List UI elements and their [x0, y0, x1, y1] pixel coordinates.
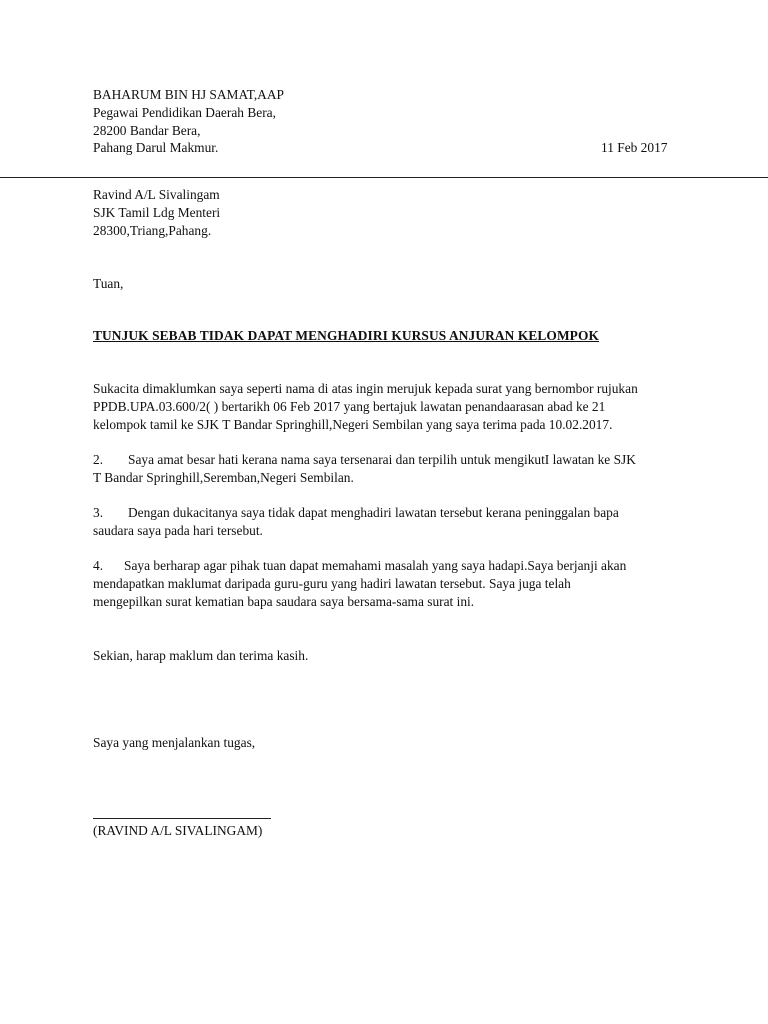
- paragraph-3-number: 3.: [93, 505, 104, 520]
- signature-name: (RAVIND A/L SIVALINGAM): [93, 823, 263, 838]
- sender-address-line-1: 28200 Bandar Bera,: [93, 123, 201, 138]
- paragraph-4-number: 4.: [93, 558, 104, 573]
- signoff: Saya yang menjalankan tugas,: [93, 735, 256, 750]
- sender-position: Pegawai Pendidikan Daerah Bera,: [93, 105, 276, 120]
- paragraph-4-line-3: mengepilkan surat kematian bapa saudara saya bersama-sama surat ini.: [93, 594, 475, 609]
- paragraph-2-number: 2.: [93, 452, 104, 467]
- paragraph-1-line-3: kelompok tamil ke SJK T Bandar Springhill,Negeri Sembilan yang saya terima pada 10.02.2017.: [93, 417, 613, 432]
- sender-name: BAHARUM BIN HJ SAMAT,AAP: [93, 87, 284, 102]
- recipient-name: Ravind A/L Sivalingam: [93, 187, 220, 202]
- paragraph-2-text: Saya amat besar hati kerana nama saya tersenarai dan terpilih untuk mengikutI lawatan ke SJK: [128, 452, 636, 467]
- recipient-school: SJK Tamil Ldg Menteri: [93, 205, 221, 220]
- paragraph-4-line-2: mendapatkan maklumat daripada guru-guru yang hadiri lawatan tersebut. Saya juga telah: [93, 576, 571, 591]
- signature-line: [93, 818, 271, 819]
- paragraph-3-line-2: saudara saya pada hari tersebut.: [93, 523, 263, 538]
- salutation: Tuan,: [93, 276, 124, 291]
- recipient-address: 28300,Triang,Pahang.: [93, 223, 212, 238]
- paragraph-1-line-2: PPDB.UPA.03.600/2( ) bertarikh 06 Feb 2017 yang bertajuk lawatan penandaarasan abad ke 21: [93, 399, 606, 414]
- paragraph-3-line-1: [93, 504, 619, 522]
- letter-subject: TUNJUK SEBAB TIDAK DAPAT MENGHADIRI KURSUS ANJURAN KELOMPOK: [93, 328, 599, 343]
- sender-address-line-2: Pahang Darul Makmur.: [93, 140, 219, 155]
- header-divider: [0, 177, 768, 178]
- paragraph-4-text: Saya berharap agar pihak tuan dapat memahami masalah yang saya hadapi.Saya berjanji akan: [124, 558, 627, 573]
- paragraph-1-line-1: Sukacita dimaklumkan saya seperti nama di atas ingin merujuk kepada surat yang bernombor rujukan: [93, 381, 638, 396]
- letter-date: 11 Feb 2017: [601, 140, 668, 155]
- paragraph-2-line-2: T Bandar Springhill,Seremban,Negeri Sembilan.: [93, 470, 354, 485]
- closing-remark: Sekian, harap maklum dan terima kasih.: [93, 648, 309, 663]
- paragraph-2-line-1: [93, 451, 636, 469]
- paragraph-4-line-1: [93, 557, 626, 575]
- paragraph-3-text: Dengan dukacitanya saya tidak dapat menghadiri lawatan tersebut kerana peninggalan bapa: [128, 505, 619, 520]
